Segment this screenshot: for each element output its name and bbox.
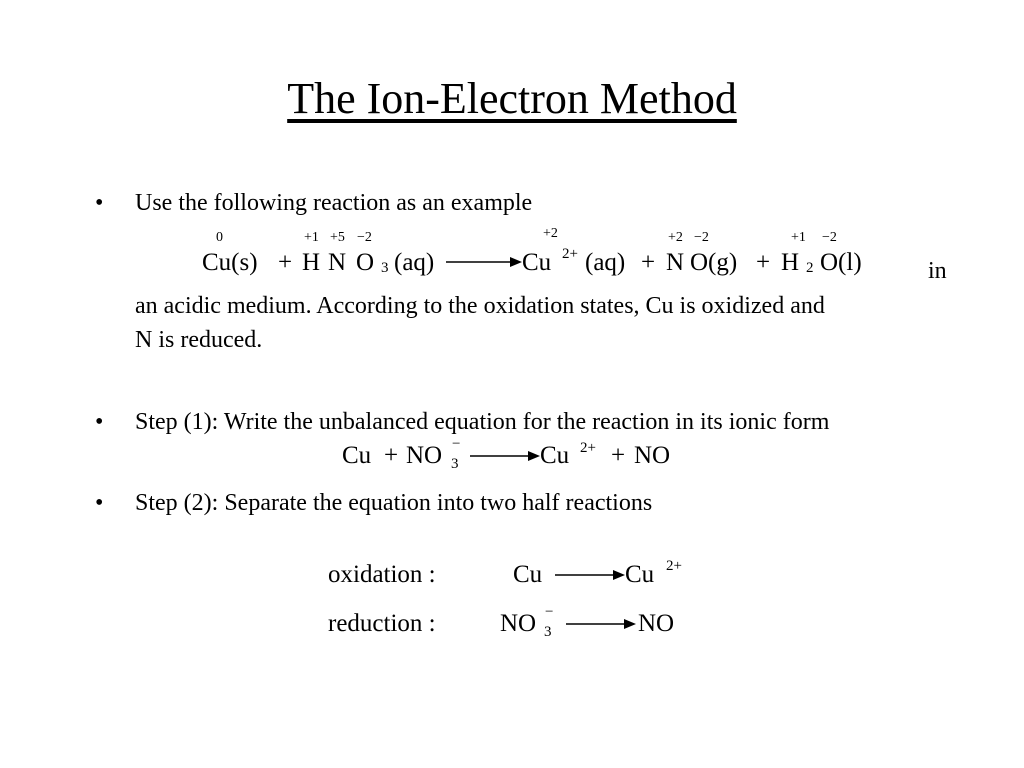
element-n: N — [328, 249, 347, 276]
subscript: 3 — [544, 624, 552, 640]
superscript: − — [545, 604, 554, 620]
ox-state: +2 — [668, 230, 683, 245]
ox-state: −2 — [822, 230, 837, 245]
element-h: H — [781, 249, 800, 276]
superscript: 2+ — [580, 440, 596, 456]
plus-sign: + — [278, 249, 293, 276]
plus-sign: + — [384, 442, 399, 469]
product-no-gas: O(g) — [690, 249, 738, 276]
bullet-text-1: Use the following reaction as an example — [135, 190, 533, 216]
reactant-copper: Cu(s) — [202, 249, 258, 276]
ionic-nitrate: NO — [406, 442, 443, 469]
reduction-label: reduction : — [328, 610, 436, 637]
bullet-text-3: Step (2): Separate the equation into two half reactions — [135, 490, 653, 516]
oxidation-right: Cu — [625, 561, 655, 588]
reduction-left: NO — [500, 610, 537, 637]
ox-state: −2 — [357, 230, 372, 245]
product-water: O(l) — [820, 249, 862, 276]
ox-state: 0 — [216, 230, 223, 245]
bullet-marker: • — [95, 490, 104, 516]
ox-state: +1 — [791, 230, 806, 245]
paragraph-line: N is reduced. — [135, 327, 263, 353]
state-aq: (aq) — [394, 249, 435, 276]
ox-state: +2 — [543, 226, 558, 241]
paragraph-line: an acidic medium. According to the oxidation states, Cu is oxidized and — [135, 293, 825, 319]
reaction-arrow-icon — [470, 449, 540, 463]
ionic-no-product: NO — [634, 442, 671, 469]
plus-sign: + — [611, 442, 626, 469]
element-o: O — [356, 249, 375, 276]
bullet-text-2: Step (1): Write the unbalanced equation for the reaction in its ionic form — [135, 409, 830, 435]
bullet-marker: • — [95, 409, 104, 435]
plus-sign: + — [641, 249, 656, 276]
plus-sign: + — [756, 249, 771, 276]
page-title: The Ion-Electron Method — [287, 74, 737, 123]
bullet-marker: • — [95, 190, 104, 216]
ox-state: −2 — [694, 230, 709, 245]
reaction-arrow-icon — [555, 568, 625, 582]
subscript: 2 — [806, 260, 814, 276]
subscript: 3 — [451, 456, 459, 472]
ox-state: +5 — [330, 230, 345, 245]
subscript: 3 — [381, 260, 389, 276]
superscript: 2+ — [666, 558, 682, 574]
element-h: H — [302, 249, 321, 276]
ionic-cu: Cu — [342, 442, 372, 469]
reaction-tail-text: in — [928, 258, 947, 284]
reduction-right: NO — [638, 610, 675, 637]
reaction-arrow-icon — [446, 255, 522, 269]
superscript: − — [452, 436, 461, 452]
state-aq: (aq) — [585, 249, 626, 276]
reaction-arrow-icon — [566, 617, 636, 631]
product-copper: Cu — [522, 249, 552, 276]
oxidation-left: Cu — [513, 561, 543, 588]
oxidation-label: oxidation : — [328, 561, 436, 588]
ionic-cu-product: Cu — [540, 442, 570, 469]
superscript: 2+ — [562, 246, 578, 262]
ox-state: +1 — [304, 230, 319, 245]
element-n: N — [666, 249, 685, 276]
